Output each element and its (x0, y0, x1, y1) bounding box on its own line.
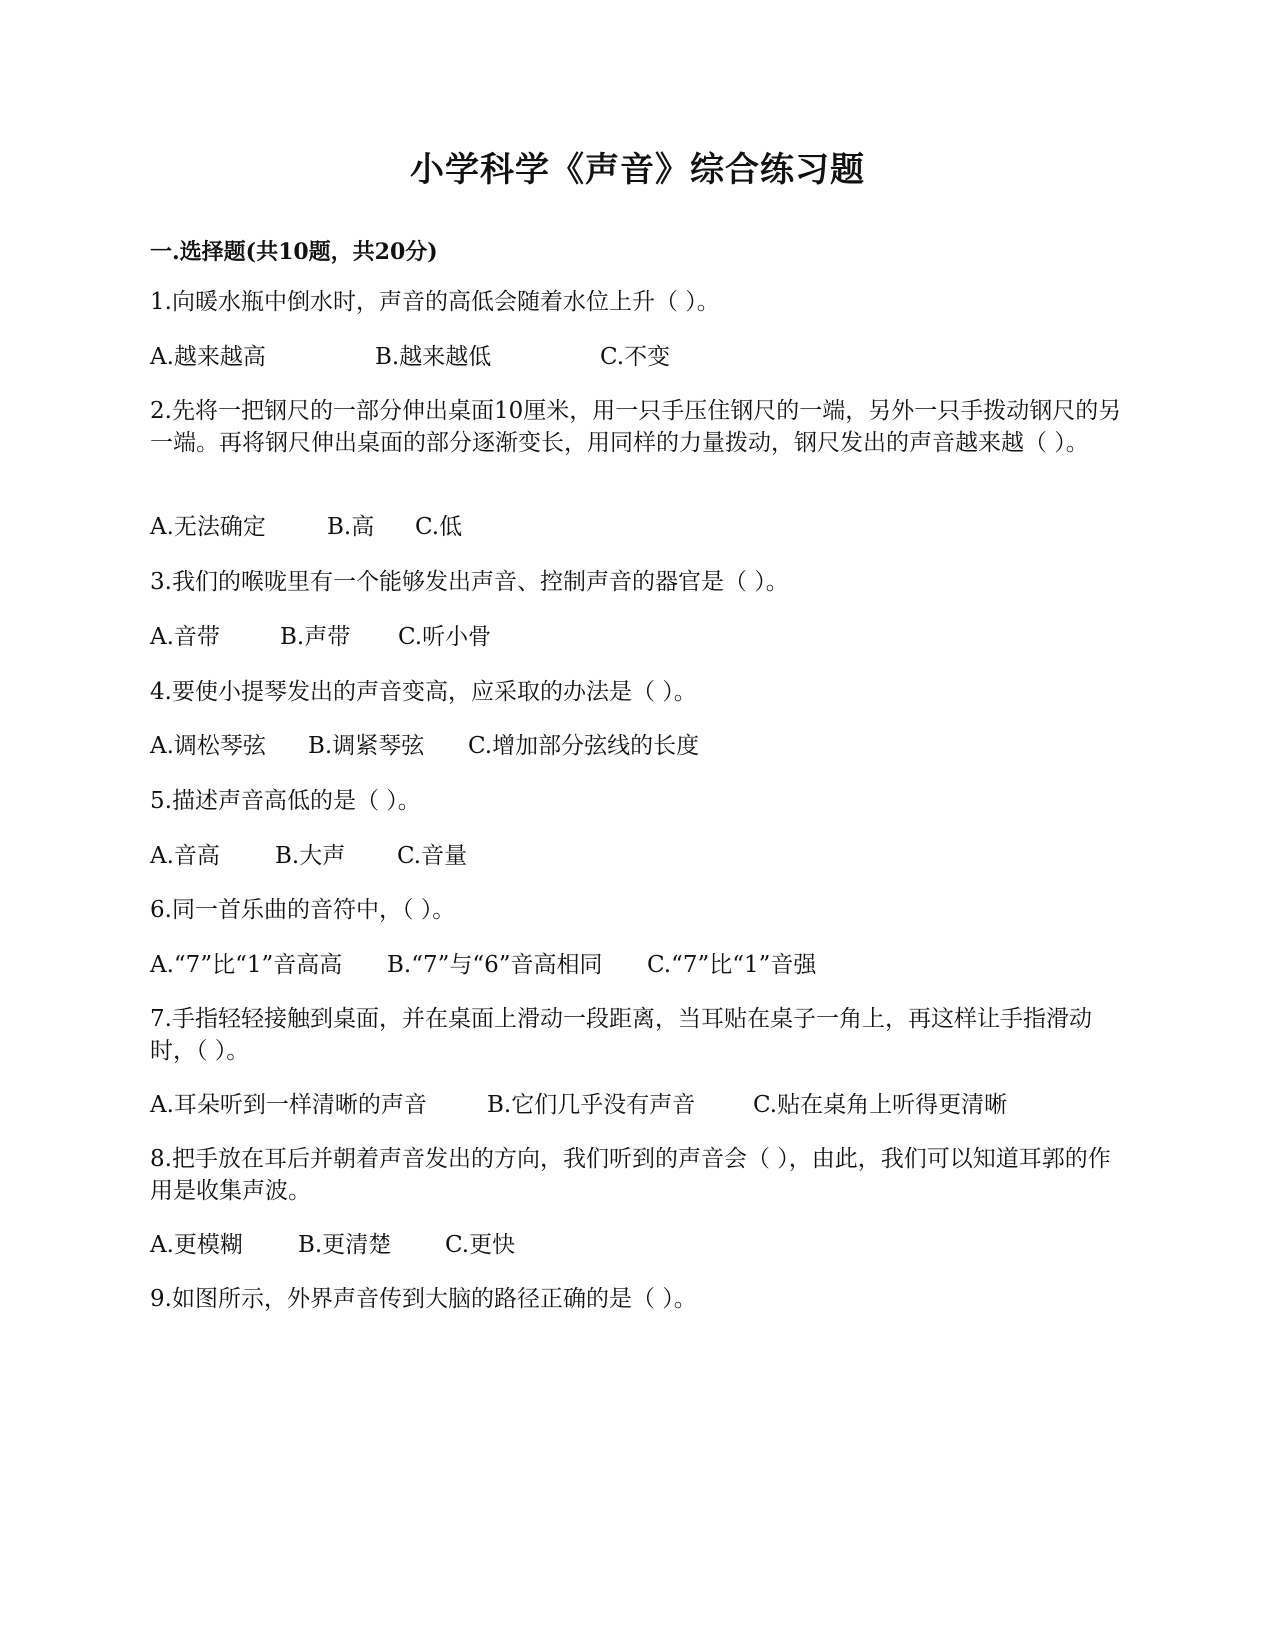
question-8-options (150, 1229, 515, 1261)
option-a: A.音高 (150, 843, 220, 869)
option-b: B.调紧琴弦 (308, 733, 425, 759)
option-a: A.更模糊 (150, 1232, 243, 1258)
question-5: 5.描述声音高低的是（ ）。 (150, 788, 421, 814)
option-c: C.听小骨 (398, 624, 492, 650)
option-b: B.高 (327, 514, 375, 540)
option-b: B.大声 (275, 843, 346, 869)
question-4: 4.要使小提琴发出的声音变高，应采取的办法是（ ）。 (150, 679, 697, 705)
question-4-options (150, 730, 699, 762)
question-3-options (150, 621, 491, 653)
question-1: 1.向暖水瓶中倒水时，声音的高低会随着水位上升（ ）。 (150, 289, 720, 315)
page-title: 小学科学《声音》综合练习题 (410, 150, 865, 190)
question-6-options (150, 949, 816, 981)
question-5-options (150, 840, 467, 872)
option-a: A.调松琴弦 (150, 733, 266, 759)
question-3: 3.我们的喉咙里有一个能够发出声音、控制声音的器官是（ ）。 (150, 569, 789, 595)
question-6: 6.同一首乐曲的音符中，（ ）。 (150, 897, 456, 923)
section-heading: 一.选择题(共10题，共20分) (150, 239, 438, 265)
option-c: C.音量 (397, 843, 468, 869)
question-7: 7.手指轻轻接触到桌面，并在桌面上滑动一段距离，当耳贴在桌子一角上，再这样让手指滑动时，（ ）。 (150, 1006, 1092, 1064)
question-7-options (150, 1089, 1007, 1121)
option-a: A.音带 (150, 624, 220, 650)
option-c: C.增加部分弦线的长度 (468, 733, 700, 759)
option-b: B.声带 (280, 624, 351, 650)
option-b: B.更清楚 (298, 1232, 392, 1258)
option-c: C.低 (415, 514, 463, 540)
question-2: 2.先将一把钢尺的一部分伸出桌面10厘米，用一只手压住钢尺的一端，另外一只手拨动钢尺的另一端。再将钢尺伸出桌面的部分逐渐变长，用同样的力量拨动，钢尺发出的声音越来越（ ）。 (150, 398, 1122, 456)
option-c: C.“7”比“1”音强 (647, 952, 817, 978)
option-b: B.它们几乎没有声音 (487, 1092, 696, 1118)
question-1-options (150, 341, 670, 373)
option-a: A.“7”比“1”音高高 (150, 952, 343, 978)
question-2-options (150, 511, 462, 543)
option-b: B.越来越低 (375, 344, 492, 370)
option-b: B.“7”与“6”音高相同 (387, 952, 603, 978)
question-8: 8.把手放在耳后并朝着声音发出的方向，我们听到的声音会（ ），由此，我们可以知道耳郭的作用是收集声波。 (150, 1146, 1111, 1204)
question-9: 9.如图所示，外界声音传到大脑的路径正确的是（ ）。 (150, 1286, 697, 1312)
option-a: A.耳朵听到一样清晰的声音 (150, 1092, 427, 1118)
option-a: A.无法确定 (150, 514, 266, 540)
option-c: C.不变 (600, 344, 671, 370)
option-c: C.贴在桌角上听得更清晰 (753, 1092, 1008, 1118)
option-c: C.更快 (445, 1232, 516, 1258)
option-a: A.越来越高 (150, 344, 266, 370)
